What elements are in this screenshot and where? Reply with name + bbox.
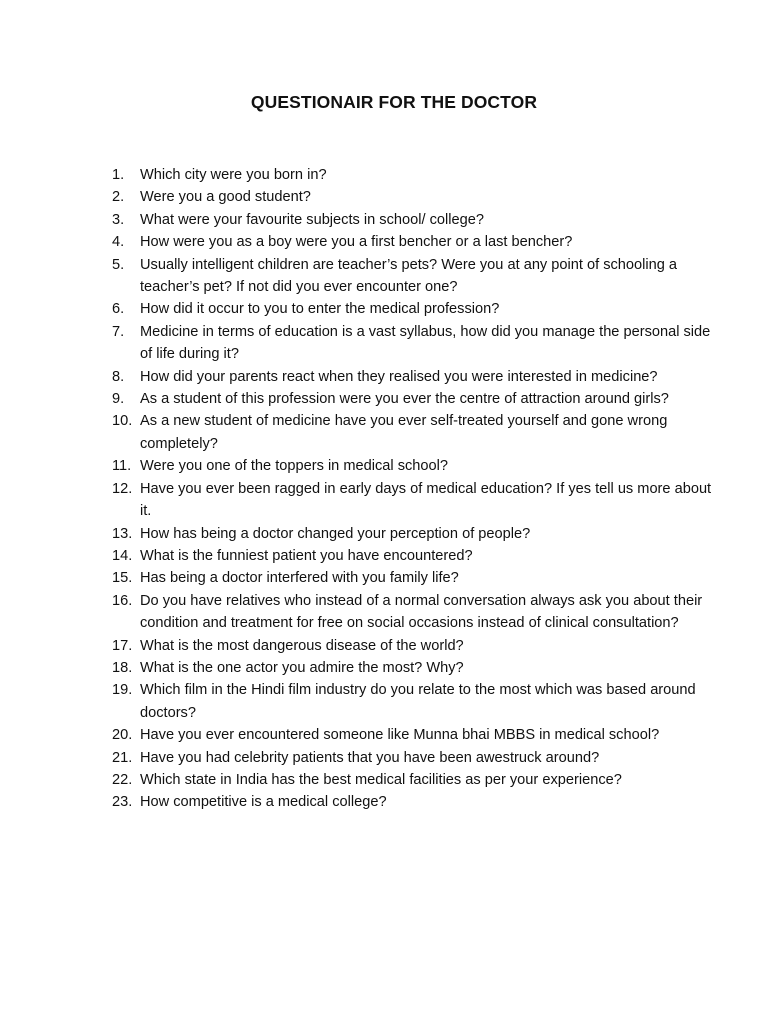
question-text: Do you have relatives who instead of a normal conversation always ask you about their condition and treatment for free on social occasions instead of clinical consultation?	[140, 592, 703, 632]
question-text: Has being a doctor interfered with you family life?	[140, 570, 459, 587]
question-number: 2.	[112, 189, 125, 206]
question-item	[112, 209, 712, 231]
question-item	[112, 724, 712, 746]
question-text: Medicine in terms of education is a vast syllabus, how did you manage the personal side of life during it?	[140, 323, 711, 363]
question-number: 7.	[112, 323, 125, 340]
question-text: Usually intelligent children are teacher’s pets? Were you at any point of schooling a teacher’s pet? If not did you ever encounter one?	[140, 256, 678, 296]
question-text: As a student of this profession were you ever the centre of attraction around girls?	[140, 391, 669, 408]
question-text: Have you had celebrity patients that you have been awestruck around?	[140, 749, 600, 766]
question-number: 19.	[112, 682, 133, 699]
question-text: How did it occur to you to enter the medical profession?	[140, 301, 500, 318]
question-number: 16.	[112, 592, 133, 609]
question-number: 6.	[112, 301, 125, 318]
question-number: 21.	[112, 749, 133, 766]
question-item	[112, 298, 712, 320]
question-item	[112, 388, 712, 410]
question-item	[112, 366, 712, 388]
question-text: What is the funniest patient you have encountered?	[140, 547, 473, 564]
question-number: 20.	[112, 727, 133, 744]
question-text: Were you one of the toppers in medical school?	[140, 458, 449, 475]
question-number: 5.	[112, 256, 125, 273]
question-number: 9.	[112, 391, 125, 408]
question-number: 4.	[112, 234, 125, 251]
question-item	[112, 523, 712, 545]
question-number: 23.	[112, 794, 133, 811]
question-text: How has being a doctor changed your perception of people?	[140, 525, 531, 542]
question-text: How did your parents react when they realised you were interested in medicine?	[140, 368, 658, 385]
question-item	[112, 590, 712, 635]
question-text: Which city were you born in?	[140, 167, 327, 183]
question-item	[112, 164, 712, 186]
question-number: 18.	[112, 659, 133, 676]
question-text: What is the most dangerous disease of the world?	[140, 637, 464, 654]
question-text: How were you as a boy were you a first bencher or a last bencher?	[140, 234, 573, 251]
question-number: 11.	[112, 458, 132, 475]
question-item	[112, 679, 712, 724]
document-title: QUESTIONAIR FOR THE DOCTOR	[250, 92, 538, 112]
question-number: 1.	[112, 167, 125, 183]
question-number: 8.	[112, 368, 125, 385]
question-number: 14.	[112, 547, 133, 564]
question-text: What is the one actor you admire the most? Why?	[140, 659, 464, 676]
question-item	[112, 455, 712, 477]
question-item	[112, 321, 712, 366]
question-number: 17.	[112, 637, 133, 654]
question-item	[112, 410, 712, 455]
question-number: 22.	[112, 771, 133, 788]
question-number: 10.	[112, 413, 133, 430]
question-text: Which film in the Hindi film industry do you relate to the most which was based around doctors?	[140, 682, 696, 721]
question-text: Have you ever been ragged in early days of medical education? If yes tell us more about it.	[140, 480, 712, 520]
question-item	[112, 545, 712, 567]
question-number: 3.	[112, 211, 125, 228]
question-text: How competitive is a medical college?	[140, 794, 387, 811]
question-item	[112, 747, 712, 769]
question-item	[112, 186, 712, 208]
question-number: 13.	[112, 525, 133, 542]
question-number: 15.	[112, 570, 133, 587]
question-text: Have you ever encountered someone like Munna bhai MBBS in medical school?	[140, 727, 660, 744]
question-item	[112, 769, 712, 791]
question-item	[112, 231, 712, 253]
question-item	[112, 791, 712, 813]
question-text: Which state in India has the best medical facilities as per your experience?	[140, 771, 622, 788]
question-item	[112, 254, 712, 299]
question-item	[112, 657, 712, 679]
question-number: 12.	[112, 480, 133, 497]
question-text: Were you a good student?	[140, 189, 311, 206]
question-item	[112, 567, 712, 589]
question-list	[112, 164, 712, 814]
question-item	[112, 635, 712, 657]
question-text: What were your favourite subjects in school/ college?	[140, 211, 484, 228]
question-text: As a new student of medicine have you ever self-treated yourself and gone wrong completely?	[140, 413, 668, 452]
question-item	[112, 478, 712, 523]
